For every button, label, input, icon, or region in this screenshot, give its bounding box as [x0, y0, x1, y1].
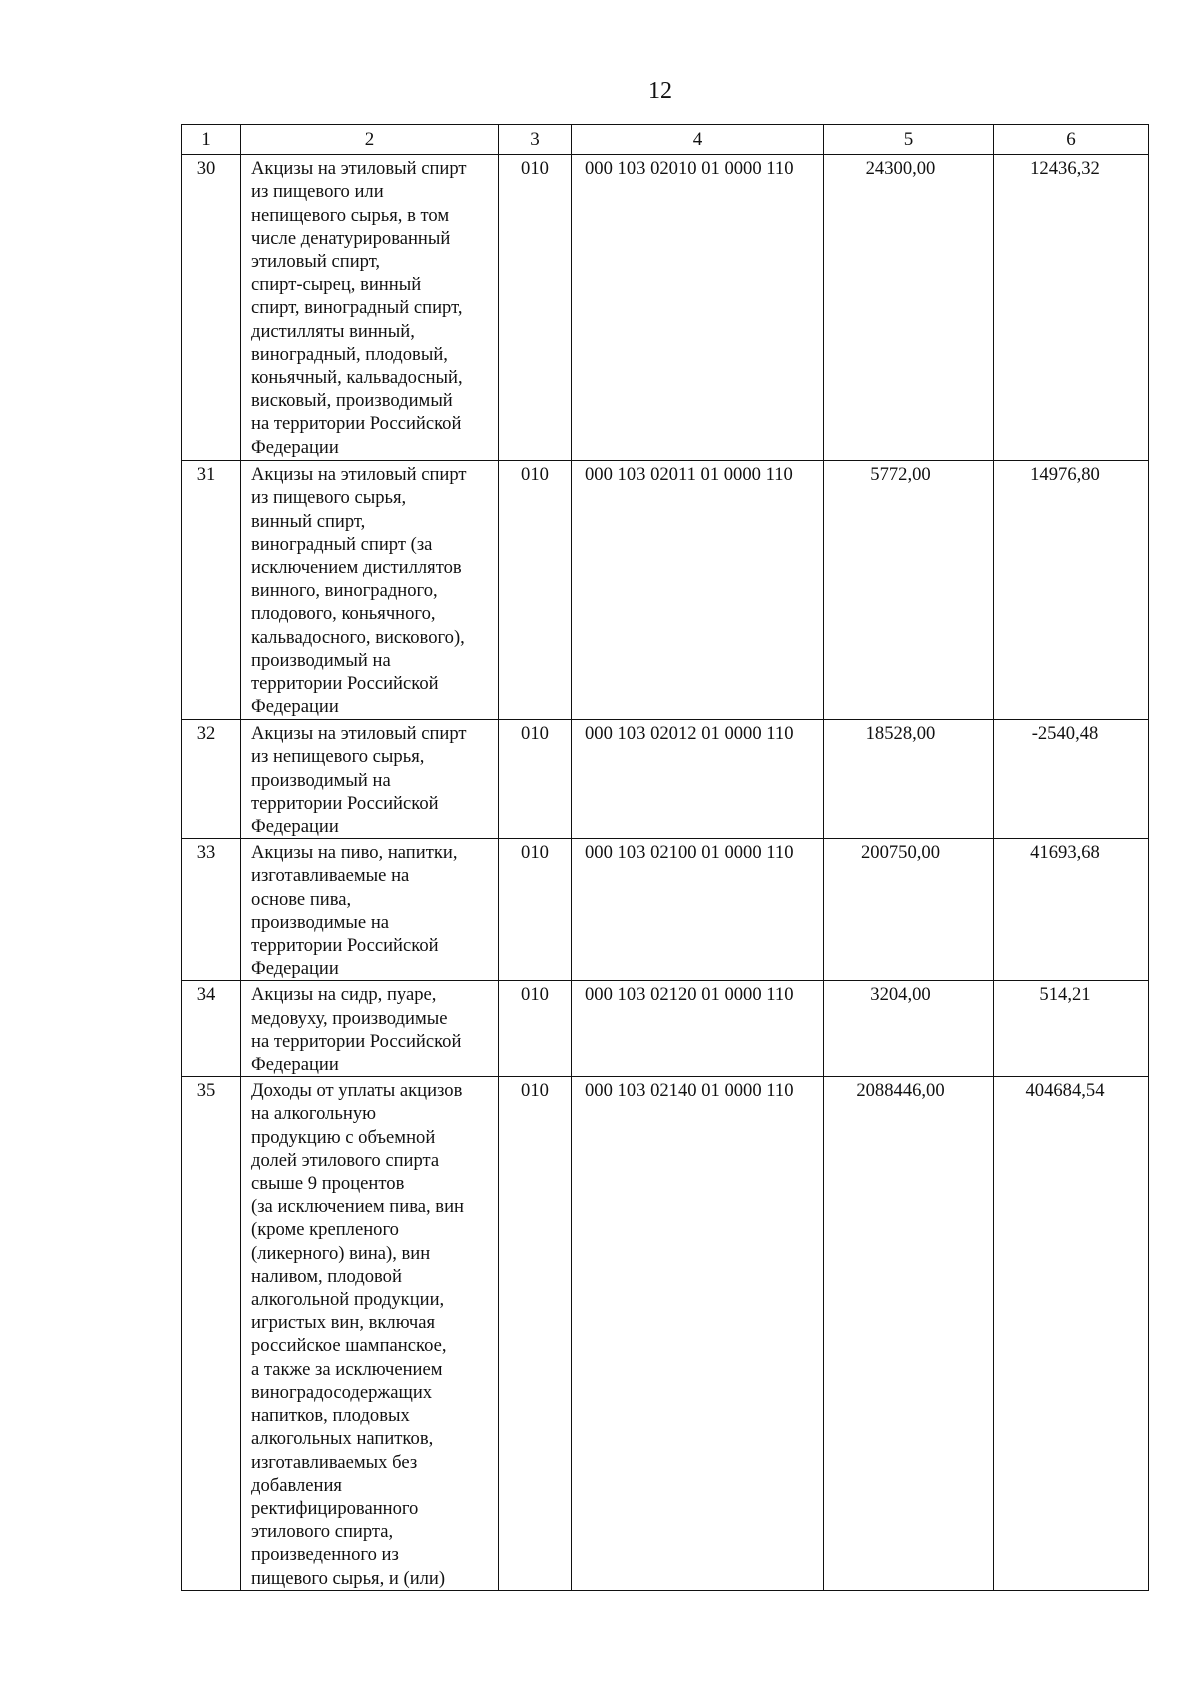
- page-number: 12: [648, 78, 672, 104]
- row-line-code: 010: [499, 155, 572, 461]
- row-description: Акцизы на сидр, пуаре, медовуху, производимые на территории Российской Федерации: [241, 981, 499, 1077]
- column-header: 5: [824, 125, 994, 155]
- row-number: 32: [182, 720, 241, 839]
- row-line-code: 010: [499, 981, 572, 1077]
- row-planned-value: 3204,00: [824, 981, 994, 1077]
- row-planned-value: 2088446,00: [824, 1077, 994, 1590]
- column-header: 2: [241, 125, 499, 155]
- row-line-code: 010: [499, 461, 572, 720]
- column-header: 1: [182, 125, 241, 155]
- row-line-code: 010: [499, 1077, 572, 1590]
- table-row: [182, 461, 1149, 720]
- row-line-code: 010: [499, 839, 572, 981]
- row-number: 34: [182, 981, 241, 1077]
- column-header: 4: [572, 125, 824, 155]
- row-actual-value: 14976,80: [994, 461, 1149, 720]
- row-description: Акцизы на пиво, напитки, изготавливаемые на основе пива, производимые на территории Российской Федерации: [241, 839, 499, 981]
- row-description: Акцизы на этиловый спирт из пищевого или непищевого сырья, в том числе денатурированный этиловый спирт, спирт-сырец, винный спирт, виноградный спирт, дистилляты винный, виноградный, плодовый, коньячный, кальвадосный, висковый, производимый на территории Российской Федерации: [241, 155, 499, 461]
- row-planned-value: 24300,00: [824, 155, 994, 461]
- row-actual-value: 12436,32: [994, 155, 1149, 461]
- row-planned-value: 200750,00: [824, 839, 994, 981]
- table-row: [182, 720, 1149, 839]
- table-row: [182, 981, 1149, 1077]
- row-actual-value: 514,21: [994, 981, 1149, 1077]
- table-row: [182, 1077, 1149, 1590]
- row-budget-code: 000 103 02100 01 0000 110: [572, 839, 824, 981]
- row-planned-value: 18528,00: [824, 720, 994, 839]
- row-budget-code: 000 103 02140 01 0000 110: [572, 1077, 824, 1590]
- row-description: Акцизы на этиловый спирт из пищевого сырья, винный спирт, виноградный спирт (за исключением дистиллятов винного, виноградного, плодового, коньячного, кальвадосного, вискового), производимый на территории Российской Федерации: [241, 461, 499, 720]
- row-description: Акцизы на этиловый спирт из непищевого сырья, производимый на территории Российской Федерации: [241, 720, 499, 839]
- row-line-code: 010: [499, 720, 572, 839]
- column-header: 6: [994, 125, 1149, 155]
- row-budget-code: 000 103 02120 01 0000 110: [572, 981, 824, 1077]
- row-actual-value: -2540,48: [994, 720, 1149, 839]
- row-actual-value: 41693,68: [994, 839, 1149, 981]
- table-header-row: [182, 125, 1149, 155]
- row-number: 30: [182, 155, 241, 461]
- row-actual-value: 404684,54: [994, 1077, 1149, 1590]
- table-row: [182, 155, 1149, 461]
- row-description: Доходы от уплаты акцизов на алкогольную продукцию с объемной долей этилового спирта свыше 9 процентов (за исключением пива, вин (кроме крепленого (ликерного) вина), вин наливом, плодовой алкогольной продукции, игристых вин, включая российское шампанское, а также за исключением виноградосодержащих напитков, плодовых алкогольных напитков, изготавливаемых без добавления ректифицированного этилового спирта, произведенного из пищевого сырья, и (или): [241, 1077, 499, 1590]
- revenue-table: [181, 124, 1149, 1591]
- row-number: 33: [182, 839, 241, 981]
- row-number: 35: [182, 1077, 241, 1590]
- column-header: 3: [499, 125, 572, 155]
- row-budget-code: 000 103 02011 01 0000 110: [572, 461, 824, 720]
- row-budget-code: 000 103 02012 01 0000 110: [572, 720, 824, 839]
- row-planned-value: 5772,00: [824, 461, 994, 720]
- row-number: 31: [182, 461, 241, 720]
- row-budget-code: 000 103 02010 01 0000 110: [572, 155, 824, 461]
- table-row: [182, 839, 1149, 981]
